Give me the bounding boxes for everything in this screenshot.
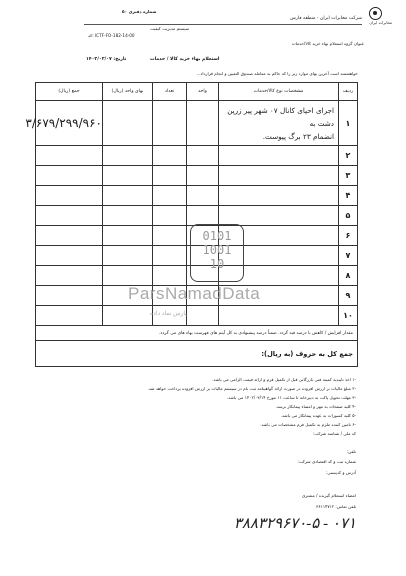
row-quantity — [153, 101, 187, 146]
watermark-text: ParsNamadData — [128, 284, 261, 303]
row-number: ۶ — [339, 226, 358, 246]
phone-label: تلفن: — [346, 449, 356, 454]
row-number: ۸ — [339, 266, 358, 286]
table-row — [36, 206, 358, 226]
row-number: ۱ — [339, 101, 358, 146]
row-number: ۴ — [339, 186, 358, 206]
intro-text: خواهشمند است آخرین بهای موارد زیر را که حاکم به معامله صندوق التعیین و انجام قرارداد... — [196, 71, 358, 76]
term-item: -۲ مبلغ مالیات بر ارزش افزوده در صورت ارائه گواهینامه ثبت نام در سیستم مالیات بر ارزش افزوده پرداخت خواهد شد. — [147, 386, 356, 391]
stamp-line: 1001 — [202, 243, 232, 257]
row-description-line1: اجرای احیای کانال ۰۷ شهر پیر زرین دشت به — [227, 105, 334, 128]
table-row — [36, 186, 358, 206]
total-words-row — [36, 341, 358, 367]
term-item: -۵ کلیه کسورات به عهده پیمانکار می باشد. — [280, 413, 356, 418]
row-number: ۲ — [339, 146, 358, 166]
total-in-words-label: جمع کل به حروف (به ریال): — [36, 341, 358, 367]
col-header-description: مشخصات نوع کالا/خدمات — [219, 83, 339, 101]
company-name: شرکت مخابرات ایران - منطقه فارس — [290, 16, 362, 21]
col-header-total: جمع (ریال) — [36, 83, 103, 101]
header-divider — [84, 24, 362, 25]
row-number: ۱۰ — [339, 306, 358, 326]
term-item: -۶ تامین کننده ملزم به تکمیل فرم مشخصات می باشد. — [260, 422, 356, 427]
col-header-unit: واحد — [187, 83, 219, 101]
address-label: آدرس و کدپستی: — [325, 470, 356, 475]
row-number: ۷ — [339, 246, 358, 266]
term-item: -۳ مهلت تحویل پاکت به دبیرخانه تا ساعت ۱۱ مورخ ۱۴۰۲/۰۳/۱۴ می باشد. — [226, 395, 356, 400]
col-header-row-number: ردیف — [339, 83, 358, 101]
recipient-line: عنوان گروه استعلام بهاء خرید کالا/خدمات — [291, 41, 364, 46]
handwritten-phone: ۰۷۱ - ۳۸۸۳۲۹۶۷۰-۵ — [233, 516, 356, 532]
table-row — [36, 166, 358, 186]
table-row — [36, 146, 358, 166]
row-total: ۳/۶۷۹/۲۹۹/۹۶۰ — [36, 101, 103, 146]
term-item: -۴ کلیه صفحات به مهر و امضاء پیمانکار برسد. — [275, 404, 356, 409]
form-code: کد: ICTF-FO-182-14-00 — [88, 33, 135, 38]
table-header-row — [36, 83, 358, 101]
contact-phone: تلفن تماس: ۳۶۱۱۴۷۱۲ — [316, 504, 356, 509]
number-label: شماره دفتری ۵۰ — [122, 9, 157, 14]
table-row — [36, 306, 358, 326]
row-description-line2: انضمام ۲۳ برگ پیوست. — [262, 131, 334, 141]
national-id-label: کد ملی / شناسه شرکت: — [312, 431, 356, 436]
table-row — [36, 101, 358, 146]
logo-caption: مخابرات ایران — [369, 20, 392, 25]
watermark-subtext: پارس نماد داده — [150, 311, 187, 317]
form-title: استعلام بهاء خرید کالا / خدمات — [150, 57, 220, 62]
stamp-line: 0101 — [202, 229, 232, 243]
row-number: ۹ — [339, 286, 358, 306]
discount-note: مقدار افزایش / کاهش با درصد قید گردد. ضمناً درصد پیشنهادی به کل آیتم های فهرست بهاء های می گردد. — [36, 326, 358, 341]
col-header-unit-price: بهای واحد (ریال) — [103, 83, 153, 101]
company-logo-icon — [369, 7, 382, 20]
stamp-line: 10 — [209, 257, 225, 271]
term-item: -۱ اخذ تاییدیه کمیته فنی بازرگانی قبل از تکمیل فرم و ارائه قیمت الزامی می باشد. — [212, 377, 356, 382]
stamp-seal — [190, 224, 244, 282]
row-number: ۵ — [339, 206, 358, 226]
economic-code-label: شماره ثبت و کد اقتصادی شرکت: — [297, 459, 356, 464]
row-description — [219, 101, 339, 146]
row-unit — [187, 101, 219, 146]
col-header-quantity: تعداد — [153, 83, 187, 101]
row-unit-price — [103, 101, 153, 146]
form-date: تاریخ: ۱۴۰۲/۰۳/۰۷ — [86, 57, 127, 62]
row-number: ۳ — [339, 166, 358, 186]
discount-note-row — [36, 326, 358, 341]
signature-label: امضاء استعلام گیرنده / مشتری — [301, 493, 356, 498]
quality-unit: سیستم مدیریت کیفیت — [150, 26, 190, 31]
